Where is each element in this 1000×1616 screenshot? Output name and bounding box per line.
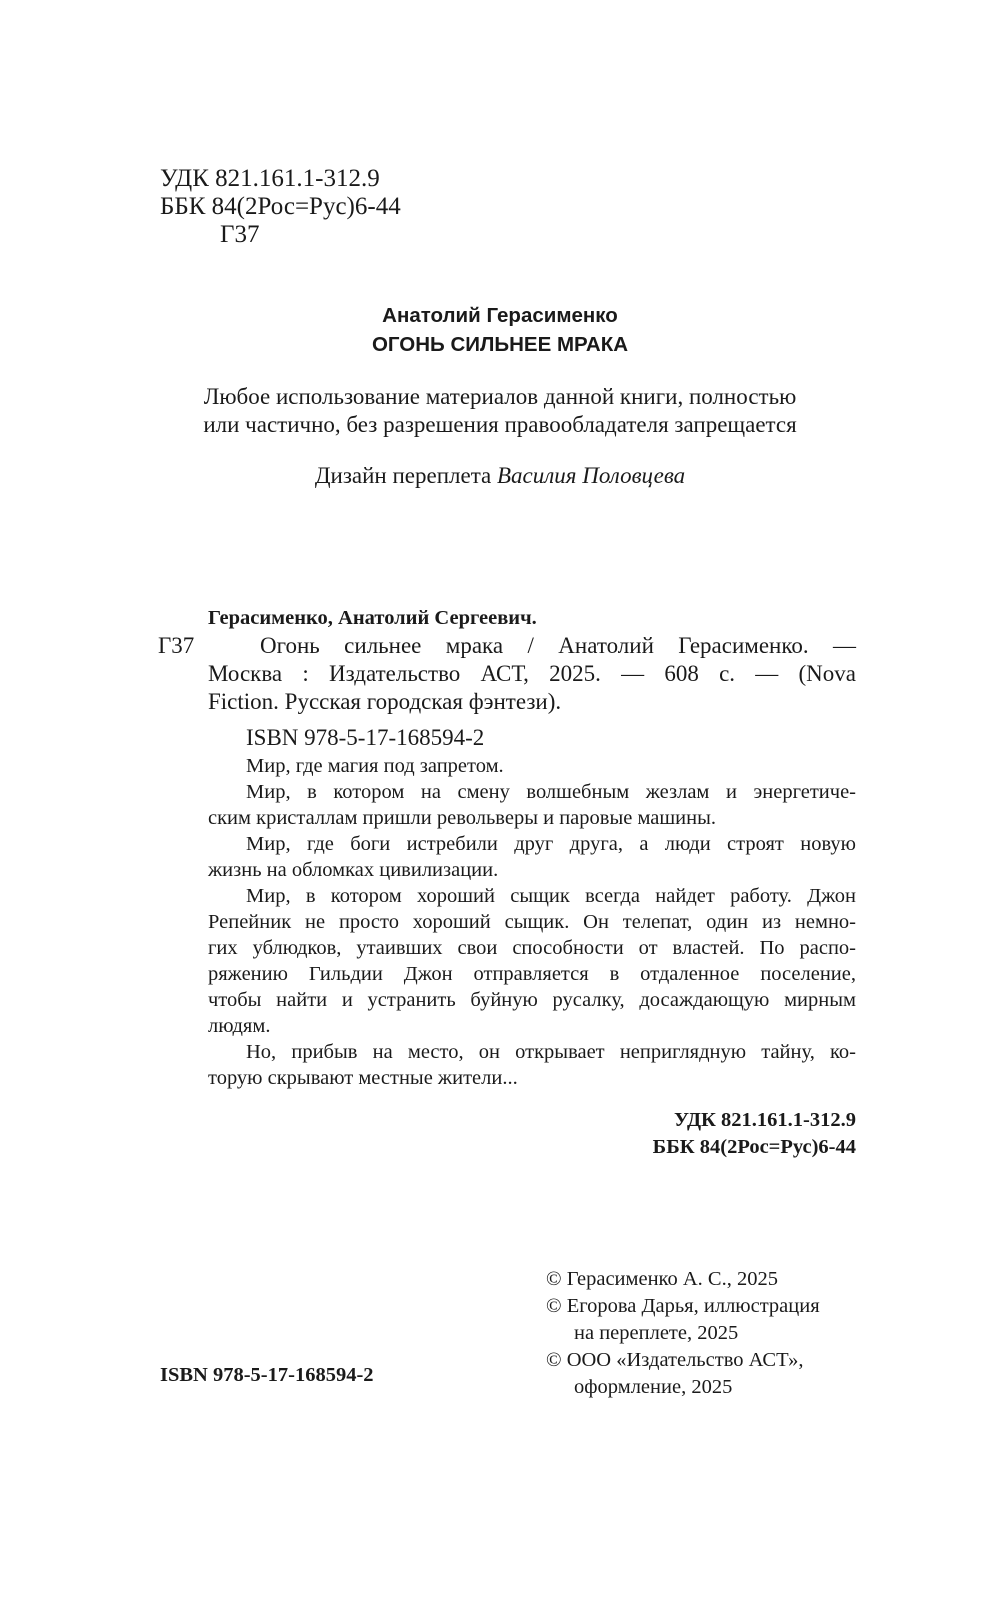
copyright-line: © ООО «Издательство АСТ», [546,1349,804,1371]
annotation-line: людям. [208,1015,271,1037]
design-credit-designer: Василия Половцева [497,463,686,488]
annotation-line: Мир, в котором хороший сыщик всегда найдет работу. Джон [246,885,856,907]
catalog-isbn: ISBN 978-5-17-168594-2 [246,725,485,750]
book-author: Анатолий Герасименко [382,304,618,327]
copyright-line: © Герасименко А. С., 2025 [546,1268,778,1290]
annotation-line: ряжению Гильдии Джон отправляется в отдаленное поселение, [208,963,856,985]
catalog-bbk-code: ББК 84(2Рос=Рус)6-44 [652,1136,856,1158]
annotation-line: Но, прибыв на место, он открывает неприглядную тайну, ко- [246,1041,856,1063]
author-mark: Г37 [220,221,260,248]
catalog-mark: Г37 [158,633,195,658]
design-credit [150,462,850,490]
rights-notice-line: или частично, без разрешения правообладателя запрещается [203,412,797,437]
annotation-line: торую скрывают местные жители... [208,1067,518,1089]
annotation-line: гих ублюдков, утаивших свои способности от властей. По распо- [208,937,856,959]
catalog-entry-line: Огонь сильнее мрака / Анатолий Герасименко. — [260,633,856,658]
catalog-entry-line: Fiction. Русская городская фэнтези). [208,689,562,714]
annotation-line: Репейник не просто хороший сыщик. Он телепат, один из немно- [208,911,856,933]
annotation-line: ским кристаллам пришли револьверы и паровые машины. [208,807,717,829]
annotation-line: Мир, где магия под запретом. [246,755,504,777]
copyright-line: © Егорова Дарья, иллюстрация [546,1295,820,1317]
annotation-line: жизнь на обломках цивилизации. [208,859,499,881]
annotation-line: чтобы найти и устранить буйную русалку, досаждающую мирным [208,989,856,1011]
rights-notice-line: Любое использование материалов данной книги, полностью [203,384,797,409]
book-title: ОГОНЬ СИЛЬНЕЕ МРАКА [371,333,629,356]
udk-code: УДК 821.161.1-312.9 [160,165,380,192]
copyright-line: на переплете, 2025 [574,1322,739,1344]
annotation-line: Мир, в котором на смену волшебным жезлам и энергетиче- [246,781,856,803]
catalog-entry-line: Москва : Издательство АСТ, 2025. — 608 с. — (Nova [208,661,856,686]
design-credit-prefix: Дизайн переплета [314,463,492,488]
annotation-line: Мир, где боги истребили друг друга, а люди строят новую [246,833,856,855]
footer-isbn: ISBN 978-5-17-168594-2 [160,1364,374,1386]
catalog-heading: Герасименко, Анатолий Сергеевич. [208,607,537,629]
catalog-udk-code: УДК 821.161.1-312.9 [673,1109,856,1131]
bbk-code: ББК 84(2Рос=Рус)6-44 [160,193,401,220]
copyright-line: оформление, 2025 [574,1376,733,1398]
